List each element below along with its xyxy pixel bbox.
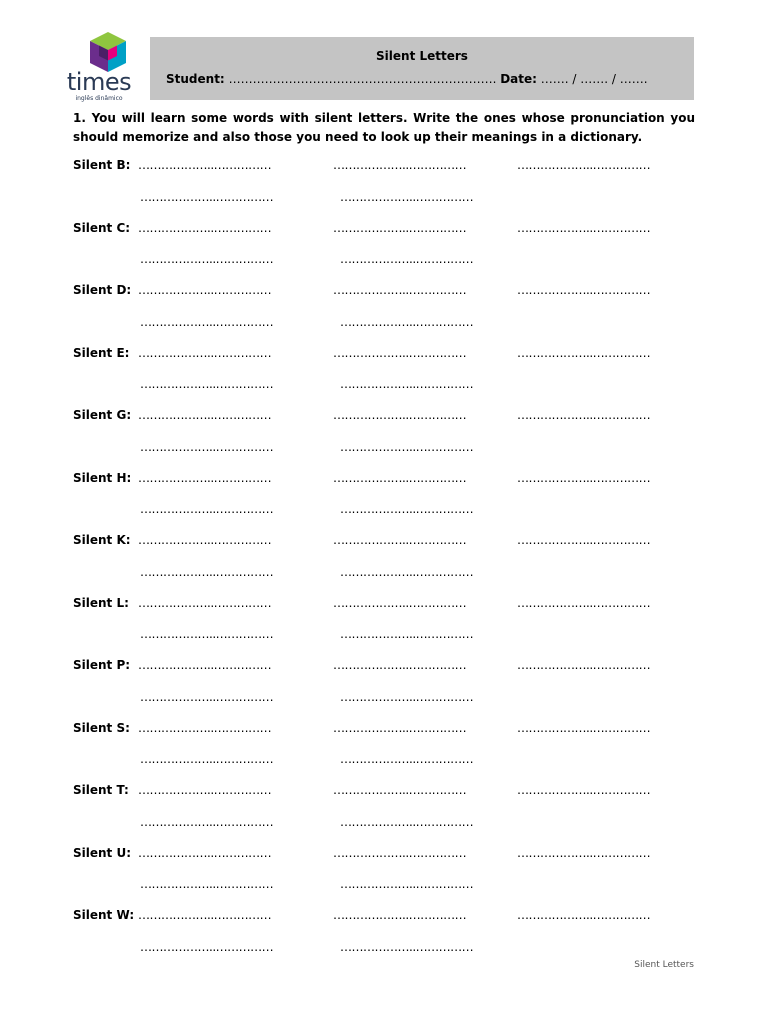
answer-blank[interactable]: ………………..……………: [340, 502, 474, 516]
answer-blank[interactable]: ………………..……………: [138, 720, 272, 735]
answer-blank[interactable]: ………………..……………: [140, 689, 274, 704]
answer-blank[interactable]: ………………..……………: [333, 470, 467, 485]
worksheet-header: [150, 37, 694, 100]
item-label: Silent W:: [73, 908, 135, 922]
item-label: Silent L:: [73, 595, 129, 610]
answer-blank[interactable]: ………………..……………: [340, 752, 474, 766]
answer-blank[interactable]: ………………..……………: [140, 564, 274, 579]
answer-blank[interactable]: ………………..……………: [138, 845, 272, 860]
date-blank[interactable]: ……. / ……. / …….: [540, 72, 648, 86]
answer-blank[interactable]: ………………..……………: [140, 252, 274, 266]
answer-blank[interactable]: ………………..……………: [140, 877, 274, 891]
answer-blank[interactable]: ………………..……………: [140, 377, 274, 391]
logo-wordmark: times: [66, 68, 132, 96]
answer-blank[interactable]: ………………..……………: [517, 345, 651, 360]
item-label: Silent T:: [73, 783, 129, 797]
answer-blank[interactable]: ………………..……………: [517, 283, 651, 297]
item-label: Silent U:: [73, 845, 132, 860]
answer-blank[interactable]: ………………..……………: [138, 345, 272, 360]
item-label: Silent E:: [73, 345, 130, 360]
answer-blank[interactable]: ………………..……………: [333, 408, 467, 422]
answer-blank[interactable]: ………………..……………: [340, 564, 474, 579]
item-label: Silent G:: [73, 408, 132, 422]
answer-blank[interactable]: ………………..……………: [333, 158, 467, 172]
student-label: Student:: [166, 72, 225, 86]
answer-blank[interactable]: ………………..……………: [138, 533, 272, 547]
answer-blank[interactable]: ………………..……………: [333, 658, 467, 672]
answer-blank[interactable]: ………………..……………: [333, 783, 467, 797]
instructions-text: 1. You will learn some words with silent letters. Write the ones whose pronunciation you should memorize and also those you need to look up their meanings in a dictionary.: [73, 111, 695, 144]
answer-blank[interactable]: ………………..……………: [333, 220, 467, 235]
item-label: Silent B:: [73, 158, 131, 172]
answer-blank[interactable]: ………………..……………: [138, 658, 272, 672]
answer-blank[interactable]: ………………..……………: [517, 595, 651, 610]
answer-blank[interactable]: ………………..……………: [517, 908, 651, 922]
item-label: Silent K:: [73, 533, 131, 547]
times-logo: [64, 32, 134, 102]
student-name-blank[interactable]: ………………………………………………………….: [228, 72, 497, 86]
answer-blank[interactable]: ………………..……………: [340, 377, 474, 391]
answer-blank[interactable]: ………………..……………: [138, 158, 272, 172]
answer-blank[interactable]: ………………..……………: [138, 220, 272, 235]
answer-blank[interactable]: ………………..……………: [517, 470, 651, 485]
answer-blank[interactable]: ………………..……………: [333, 720, 467, 735]
answer-blank[interactable]: ………………..……………: [138, 408, 272, 422]
answer-blank[interactable]: ………………..……………: [340, 627, 474, 641]
answer-blank[interactable]: ………………..……………: [140, 627, 274, 641]
answer-blank[interactable]: ………………..……………: [140, 439, 274, 454]
answer-blank[interactable]: ………………..……………: [140, 314, 274, 329]
answer-blank[interactable]: ………………..……………: [140, 752, 274, 766]
answer-blank[interactable]: ………………..……………: [340, 252, 474, 266]
answer-blank[interactable]: ………………..……………: [340, 314, 474, 329]
answer-blank[interactable]: ………………..……………: [333, 283, 467, 297]
answer-blank[interactable]: ………………..……………: [138, 470, 272, 485]
answer-blank[interactable]: ………………..……………: [517, 533, 651, 547]
item-label: Silent D:: [73, 283, 132, 297]
footer-text: Silent Letters: [634, 960, 694, 970]
answer-blank[interactable]: ………………..……………: [340, 814, 474, 829]
answer-blank[interactable]: ………………..……………: [517, 220, 651, 235]
answer-blank[interactable]: ………………..……………: [517, 658, 651, 672]
answer-blank[interactable]: ………………..……………: [517, 158, 651, 172]
answer-blank[interactable]: ………………..……………: [340, 189, 474, 204]
answer-blank[interactable]: ………………..……………: [517, 783, 651, 797]
answer-blank[interactable]: ………………..……………: [333, 908, 467, 922]
answer-blank[interactable]: ………………..……………: [517, 720, 651, 735]
answer-blank[interactable]: ………………..……………: [138, 595, 272, 610]
cube-logo-icon: [90, 32, 126, 72]
answer-blank[interactable]: ………………..……………: [340, 439, 474, 454]
item-label: Silent S:: [73, 720, 130, 735]
answer-blank[interactable]: ………………..……………: [140, 939, 274, 954]
answer-blank[interactable]: ………………..……………: [140, 189, 274, 204]
answer-blank[interactable]: ………………..……………: [333, 533, 467, 547]
answer-blank[interactable]: ………………..……………: [340, 877, 474, 891]
answer-blank[interactable]: ………………..……………: [140, 502, 274, 516]
worksheet-title: Silent Letters: [376, 49, 468, 63]
answer-blank[interactable]: ………………..……………: [333, 345, 467, 360]
answer-blank[interactable]: ………………..……………: [517, 408, 651, 422]
answer-blank[interactable]: ………………..……………: [138, 783, 272, 797]
answer-blank[interactable]: ………………..……………: [138, 908, 272, 922]
answer-blank[interactable]: ………………..……………: [140, 814, 274, 829]
answer-blank[interactable]: ………………..……………: [340, 689, 474, 704]
answer-blank[interactable]: ………………..……………: [333, 595, 467, 610]
answer-blank[interactable]: ………………..……………: [517, 845, 651, 860]
answer-blank[interactable]: ………………..……………: [340, 939, 474, 954]
item-label: Silent H:: [73, 470, 132, 485]
answer-blank[interactable]: ………………..……………: [138, 283, 272, 297]
answer-blank[interactable]: ………………..……………: [333, 845, 467, 860]
item-label: Silent C:: [73, 220, 131, 235]
logo-subtitle: inglês dinâmico: [75, 95, 123, 102]
date-label: Date:: [500, 72, 537, 86]
item-label: Silent P:: [73, 658, 131, 672]
student-date-row: [166, 72, 648, 86]
